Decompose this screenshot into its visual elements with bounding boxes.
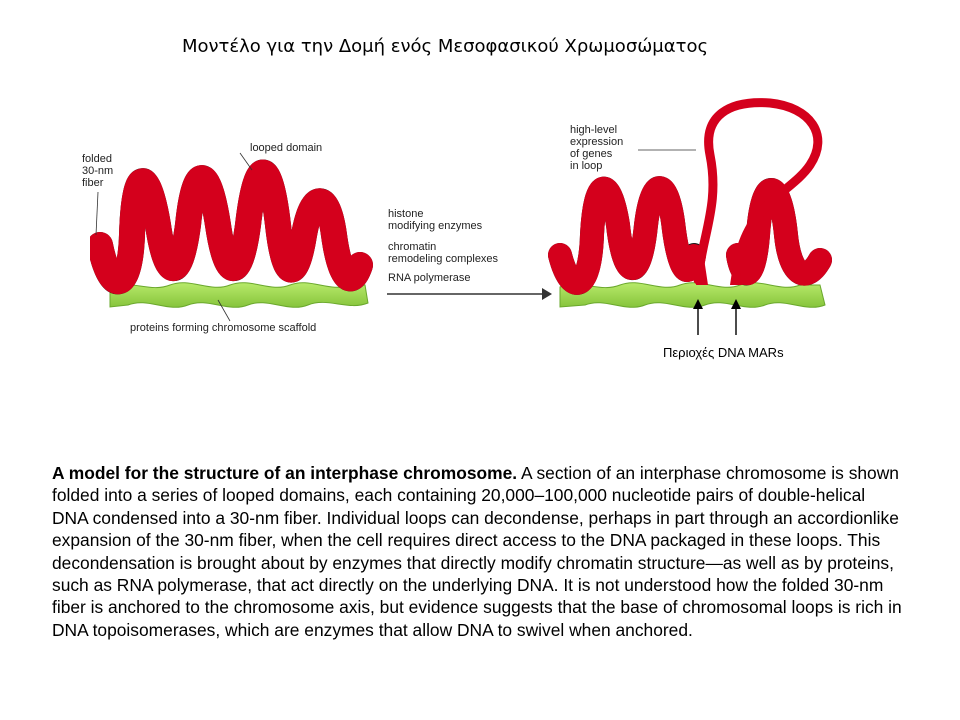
label-remodeling: chromatin remodeling complexes	[388, 241, 499, 265]
scaffold-right	[560, 283, 825, 308]
label-mars: Περιοχές DNA MARs	[663, 345, 784, 360]
label-high-level-expression: high-level expression of genes in loop	[570, 124, 624, 172]
scaffold-left	[110, 283, 368, 308]
caption-heading: A model for the structure of an interphase chromosome.	[52, 463, 518, 483]
caption-body: A section of an interphase chromosome is shown folded into a series of looped domains, each containing 20,000–100,000 nucleotide pairs of double-helical DNA condensed into a 30-nm fiber. Individual loops can decondense, perhaps in part through an accordionlike expansion of the 30-nm fiber, when the cell requires direct access to the DNA packaged in these loops. This decondensation is brought about by enzymes that directly modify chromatin structure—as well as by proteins, such as RNA polymerase, that act directly on the underlying DNA. It is not understood how the folded 30-nm fiber is anchored to the chromosome axis, but evidence suggests that the base of chromosomal loops is rich in DNA topoisomerases, which are enzymes that allow DNA to swivel when anchored.	[52, 463, 902, 640]
label-rna-polymerase: RNA polymerase	[388, 272, 471, 284]
label-enzymes: histone modifying enzymes	[388, 208, 483, 232]
figure-caption	[52, 462, 902, 641]
label-folded-fiber: folded 30-nm fiber	[82, 153, 114, 189]
chromosome-diagram	[82, 95, 850, 365]
label-scaffold: proteins forming chromosome scaffold	[130, 322, 317, 334]
label-looped-domain: looped domain	[250, 142, 323, 154]
page-title: Μοντέλο για την Δομή ενός Μεσοφασικού Χρωμοσώματος	[181, 36, 709, 57]
